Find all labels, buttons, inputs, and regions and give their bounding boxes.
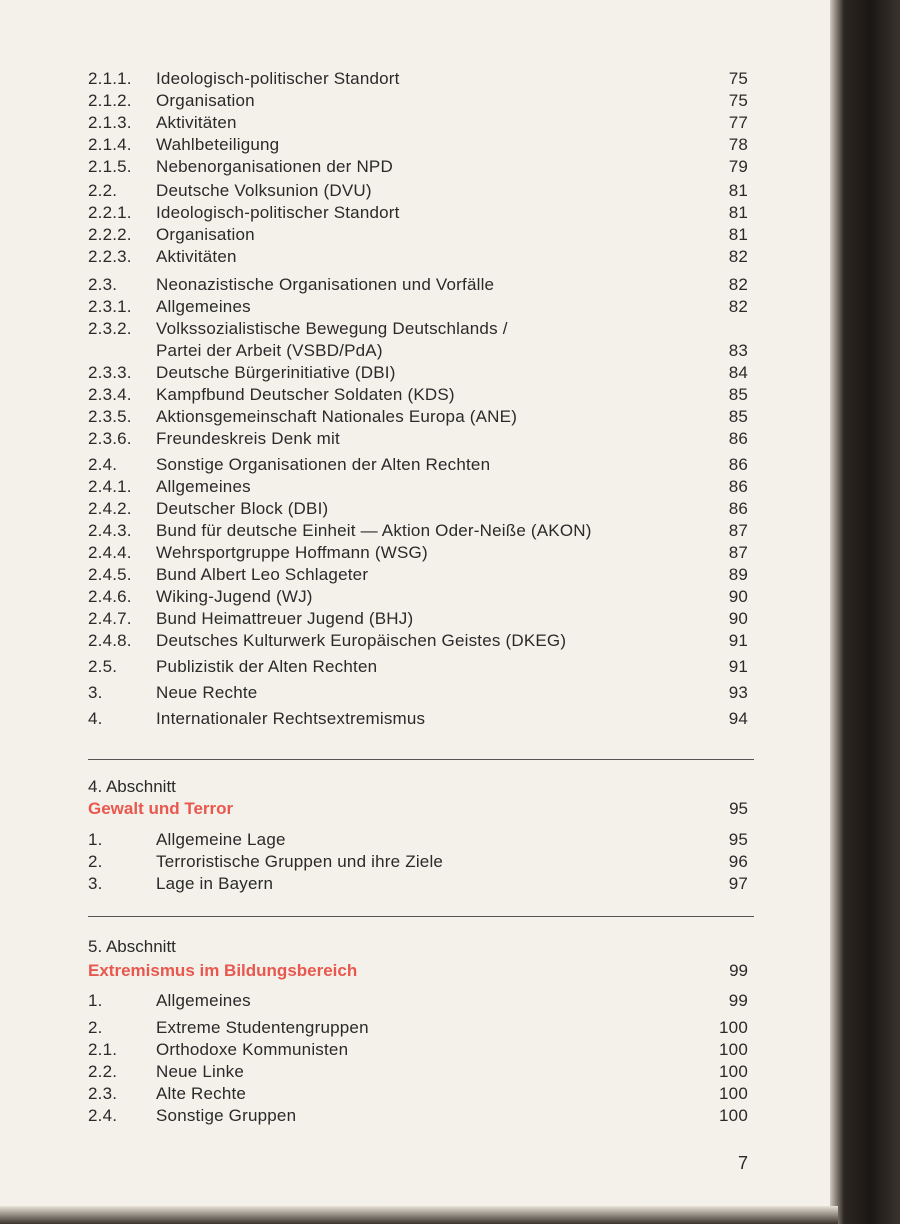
toc-entry xyxy=(88,68,748,90)
entry-title: Bund Albert Leo Schlageter xyxy=(156,565,369,584)
entry-page: 86 xyxy=(728,455,748,474)
entry-number: 2.3.2. xyxy=(88,319,132,338)
entry-title: Deutsches Kulturwerk Europäischen Geistes (DKEG) xyxy=(156,631,567,650)
entry-number: 2.4.1. xyxy=(88,477,132,496)
toc-entry xyxy=(88,1039,748,1061)
entry-number: 2.4.6. xyxy=(88,587,132,606)
entry-page: 91 xyxy=(728,631,748,650)
entry-page: 81 xyxy=(728,225,748,244)
entry-page: 89 xyxy=(728,565,748,584)
entry-title: Allgemeines xyxy=(156,477,251,496)
entry-page: 81 xyxy=(728,203,748,222)
entry-number: 3. xyxy=(88,874,103,893)
entry-number: 3. xyxy=(88,683,103,702)
entry-page: 87 xyxy=(728,543,748,562)
entry-number: 2.3.3. xyxy=(88,363,132,382)
entry-title: Publizistik der Alten Rechten xyxy=(156,657,378,676)
entry-title: Aktionsgemeinschaft Nationales Europa (ANE) xyxy=(156,407,518,426)
entry-number: 1. xyxy=(88,830,103,849)
entry-title: Aktivitäten xyxy=(156,113,237,132)
entry-title: Wiking-Jugend (WJ) xyxy=(156,587,313,606)
entry-number: 2.1.5. xyxy=(88,157,132,176)
entry-title: Wehrsportgruppe Hoffmann (WSG) xyxy=(156,543,428,562)
entry-number: 2.2.1. xyxy=(88,203,132,222)
entry-page: 78 xyxy=(728,135,748,154)
entry-title: Bund für deutsche Einheit — Aktion Oder-Neiße (AKON) xyxy=(156,521,592,540)
entry-title: Lage in Bayern xyxy=(156,874,274,893)
entry-title: Deutsche Volksunion (DVU) xyxy=(156,181,372,200)
entry-page: 86 xyxy=(728,477,748,496)
entry-number: 2.2.2. xyxy=(88,225,132,244)
entry-number: 2.2. xyxy=(88,1062,118,1081)
entry-title: Neue Linke xyxy=(156,1062,245,1081)
entry-page: 85 xyxy=(728,385,748,404)
entry-page: 96 xyxy=(728,852,748,871)
entry-page: 82 xyxy=(728,297,748,316)
entry-number: 2.3.5. xyxy=(88,407,132,426)
entry-title: Sonstige Gruppen xyxy=(156,1106,297,1125)
entry-title: Orthodoxe Kommunisten xyxy=(156,1040,349,1059)
toc-entry xyxy=(88,90,748,112)
entry-title: Bund Heimattreuer Jugend (BHJ) xyxy=(156,609,414,628)
section-divider xyxy=(88,916,754,917)
toc-entry xyxy=(88,630,748,652)
toc-entry xyxy=(88,520,748,542)
toc-entry xyxy=(88,1061,748,1083)
toc-entry xyxy=(88,498,748,520)
entry-title: Sonstige Organisationen der Alten Rechten xyxy=(156,455,491,474)
entry-number: 2.4.7. xyxy=(88,609,132,628)
toc-entry xyxy=(88,829,748,851)
toc-entry xyxy=(88,318,748,340)
entry-title: Freundeskreis Denk mit xyxy=(156,429,340,448)
entry-number: 2.4. xyxy=(88,1106,118,1125)
toc-entry xyxy=(88,1017,748,1039)
toc-entry xyxy=(88,134,748,156)
entry-title: Internationaler Rechtsextremismus xyxy=(156,709,426,728)
entry-page: 83 xyxy=(728,341,748,360)
entry-number: 2.1.2. xyxy=(88,91,132,110)
section-page: 99 xyxy=(729,961,748,980)
entry-title: Terroristische Gruppen und ihre Ziele xyxy=(156,852,444,871)
entry-title: Volkssozialistische Bewegung Deutschlands / xyxy=(156,319,508,338)
toc-entry xyxy=(88,656,748,678)
entry-number: 2.1.1. xyxy=(88,69,132,88)
toc-entry xyxy=(88,586,748,608)
section-divider xyxy=(88,759,754,760)
entry-page: 90 xyxy=(728,587,748,606)
entry-title: Deutsche Bürgerinitiative (DBI) xyxy=(156,363,396,382)
entry-title: Kampfbund Deutscher Soldaten (KDS) xyxy=(156,385,455,404)
toc-entry xyxy=(88,224,748,246)
toc-entry xyxy=(88,708,748,730)
toc-entry xyxy=(88,542,748,564)
entry-page: 94 xyxy=(728,709,748,728)
entry-page: 100 xyxy=(719,1018,748,1037)
entry-page: 91 xyxy=(728,657,748,676)
entry-number: 2.4.5. xyxy=(88,565,132,584)
section-label: 5. Abschnitt xyxy=(88,937,176,956)
toc-entry xyxy=(88,246,748,268)
entry-title: Allgemeines xyxy=(156,991,251,1010)
toc-entry xyxy=(88,428,748,450)
entry-page: 85 xyxy=(728,407,748,426)
entry-number: 4. xyxy=(88,709,103,728)
entry-title: Extreme Studentengruppen xyxy=(156,1018,369,1037)
section-title: Gewalt und Terror xyxy=(88,799,234,818)
toc-entry xyxy=(88,564,748,586)
section-title: Extremismus im Bildungsbereich xyxy=(88,961,358,980)
entry-page: 86 xyxy=(728,429,748,448)
entry-number: 2.1.3. xyxy=(88,113,132,132)
entry-title: Neonazistische Organisationen und Vorfälle xyxy=(156,275,495,294)
section-label: 4. Abschnitt xyxy=(88,777,176,796)
entry-title: Partei der Arbeit (VSBD/PdA) xyxy=(156,341,383,360)
toc-entry xyxy=(88,990,748,1012)
entry-title: Ideologisch-politischer Standort xyxy=(156,69,400,88)
toc-entry xyxy=(88,202,748,224)
entry-number: 2.4.2. xyxy=(88,499,132,518)
toc-entry xyxy=(88,384,748,406)
entry-number: 2.2.3. xyxy=(88,247,132,266)
entry-number: 2.5. xyxy=(88,657,118,676)
toc-entry xyxy=(88,406,748,428)
toc-entry xyxy=(88,156,748,178)
toc-entry xyxy=(88,274,748,296)
entry-title: Wahlbeteiligung xyxy=(156,135,280,154)
section-page: 95 xyxy=(729,799,748,818)
entry-number: 2. xyxy=(88,852,103,871)
entry-number: 2.2. xyxy=(88,181,118,200)
entry-number: 2.3.1. xyxy=(88,297,132,316)
entry-page: 90 xyxy=(728,609,748,628)
toc-entry xyxy=(88,340,748,362)
entry-title: Allgemeines xyxy=(156,297,251,316)
entry-number: 2.3. xyxy=(88,275,118,294)
entry-number: 2.4. xyxy=(88,455,118,474)
entry-page: 100 xyxy=(719,1084,748,1103)
page-number: 7 xyxy=(737,1153,748,1173)
entry-title: Organisation xyxy=(156,91,255,110)
entry-page: 82 xyxy=(728,247,748,266)
toc-entry xyxy=(88,454,748,476)
entry-page: 100 xyxy=(719,1106,748,1125)
entry-title: Allgemeine Lage xyxy=(156,830,286,849)
entry-page: 100 xyxy=(719,1040,748,1059)
entry-title: Neue Rechte xyxy=(156,683,258,702)
toc-entry xyxy=(88,851,748,873)
toc-entry xyxy=(88,873,748,895)
toc-entry xyxy=(88,608,748,630)
entry-title: Deutscher Block (DBI) xyxy=(156,499,329,518)
entry-page: 82 xyxy=(728,275,748,294)
entry-title: Nebenorganisationen der NPD xyxy=(156,157,393,176)
entry-page: 77 xyxy=(728,113,748,132)
entry-title: Aktivitäten xyxy=(156,247,237,266)
entry-page: 93 xyxy=(728,683,748,702)
entry-title: Ideologisch-politischer Standort xyxy=(156,203,400,222)
entry-page: 97 xyxy=(728,874,748,893)
entry-number: 2.3. xyxy=(88,1084,118,1103)
page-bottom-edge xyxy=(0,1206,838,1224)
entry-title: Organisation xyxy=(156,225,255,244)
entry-number: 2. xyxy=(88,1018,103,1037)
book-spine-shadow xyxy=(830,0,900,1224)
entry-number: 2.3.6. xyxy=(88,429,132,448)
entry-page: 95 xyxy=(728,830,748,849)
entry-page: 86 xyxy=(728,499,748,518)
entry-page: 75 xyxy=(728,69,748,88)
entry-page: 87 xyxy=(728,521,748,540)
entry-page: 81 xyxy=(728,181,748,200)
toc-entry xyxy=(88,476,748,498)
entry-title: Alte Rechte xyxy=(156,1084,247,1103)
toc-entry xyxy=(88,296,748,318)
entry-number: 2.1.4. xyxy=(88,135,132,154)
entry-page: 84 xyxy=(728,363,748,382)
entry-number: 2.4.8. xyxy=(88,631,132,650)
toc-entry xyxy=(88,1083,748,1105)
entry-number: 2.4.3. xyxy=(88,521,132,540)
entry-page: 75 xyxy=(728,91,748,110)
entry-page: 99 xyxy=(728,991,748,1010)
toc-entry xyxy=(88,1105,748,1127)
entry-number: 1. xyxy=(88,991,103,1010)
entry-number: 2.1. xyxy=(88,1040,118,1059)
toc-entry xyxy=(88,180,748,202)
toc-entry xyxy=(88,682,748,704)
entry-number: 2.4.4. xyxy=(88,543,132,562)
toc-entry xyxy=(88,112,748,134)
entry-page: 100 xyxy=(719,1062,748,1081)
entry-page: 79 xyxy=(728,157,748,176)
toc-entry xyxy=(88,362,748,384)
entry-number: 2.3.4. xyxy=(88,385,132,404)
